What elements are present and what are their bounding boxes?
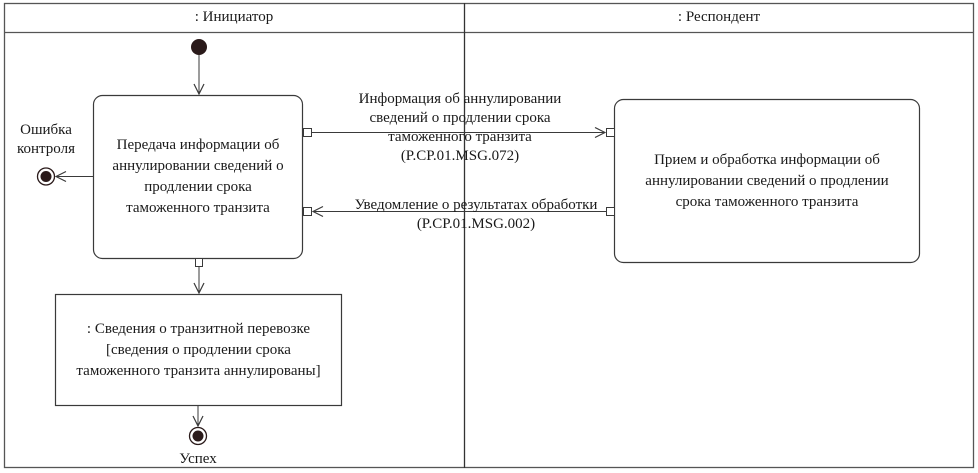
initial-node [191,39,207,55]
error-final-node [38,168,55,185]
lane-title-initiator: : Инициатор [194,9,274,25]
msg072-label-line: (P.CP.01.MSG.072) [400,148,520,164]
send-action-line: таможенного транзита [126,200,270,216]
msg072-label-line: Информация об аннулировании [358,91,562,107]
send-action-line: продлении срока [144,179,252,195]
error-label-line: контроля [17,141,75,157]
object-node-line: [сведения о продлении срока [106,341,291,358]
object-node [56,295,341,405]
msg072-label-line: сведений о продлении срока [369,110,551,126]
msg002-label-line: Уведомление о результатах обработки [354,197,598,213]
msg002-label [330,196,622,234]
object-node-line: таможенного транзита аннулированы] [76,362,321,379]
error-final-label [14,121,78,159]
msg072-label-line: таможенного транзита [388,129,532,145]
send-action-line: Передача информации об [116,137,280,153]
receive-action-line: срока таможенного транзита [675,193,859,210]
send-action-line: аннулировании сведений о [112,158,284,174]
receive-action [615,100,919,262]
lane-title-respondent: : Респондент [677,9,761,25]
receive-action-line: аннулировании сведений о продлении [645,172,889,189]
output-pin-msg072 [304,129,312,137]
input-pin-msg002 [304,208,312,216]
msg072-label [330,90,590,166]
success-final-node [190,428,207,445]
msg002-label-line: (P.CP.01.MSG.002) [416,216,536,232]
receive-action-line: Прием и обработка информации об [654,151,880,168]
output-pin-object [196,259,203,267]
send-action [94,96,302,258]
error-label-line: Ошибка [20,122,72,138]
input-pin-msg072 [607,129,615,137]
object-node-line: : Сведения о транзитной перевозке [86,320,311,337]
success-final-label: Успех [179,451,217,467]
